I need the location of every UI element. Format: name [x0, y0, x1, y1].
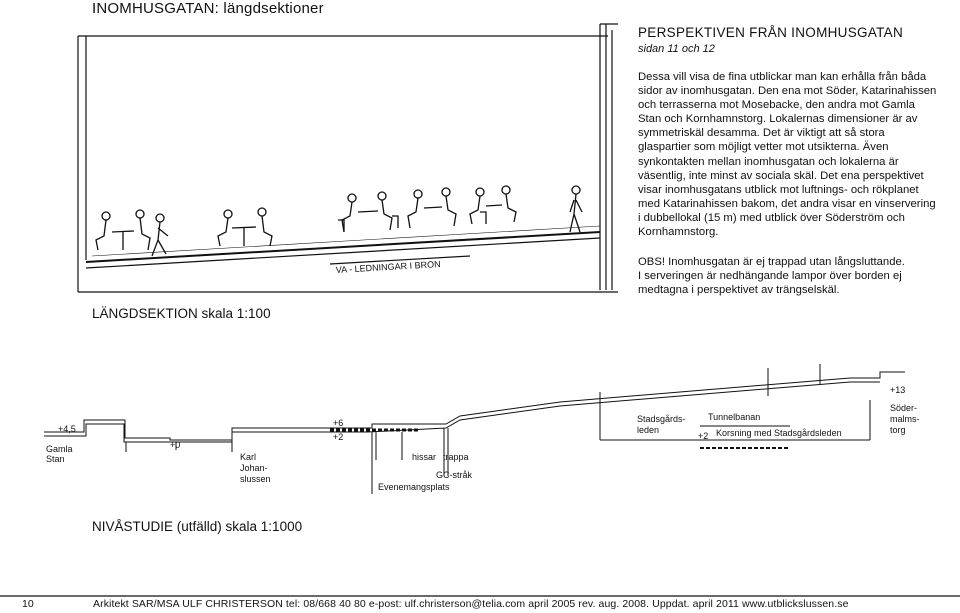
page-title: INOMHUSGATAN: längdsektioner — [92, 0, 324, 17]
lbl-gamla-2: Stan — [46, 454, 65, 464]
lbl-tunnel: Tunnelbanan — [708, 412, 761, 422]
lbl-stads-1: Stadsgårds- — [637, 414, 686, 424]
niva-title: NIVÅSTUDIE (utfälld) skala 1:1000 — [92, 519, 303, 534]
lbl-plus13: +13 — [890, 385, 906, 395]
lbl-evenemang: Evenemangsplats — [378, 482, 450, 492]
footer-text: Arkitekt SAR/MSA ULF CHRISTERSON tel: 08/668 40 80 e-post: ulf.christerson@telia.com april 2005 rev. aug. 2008. Uppdat. april 2011 www.utblickslussen.se — [93, 598, 849, 610]
lbl-gamla-1: Gamla — [46, 444, 73, 454]
lbl-karl-2: Johan- — [240, 463, 268, 473]
obs-line-1: OBS! Inomhusgatan är ej trappad utan långsluttande. — [638, 256, 905, 268]
lbl-plus6: +6 — [333, 418, 344, 428]
obs-line-2: I serveringen är nedhängande lampor över borden ej medtagna i perspektivet av trängselskäl. — [638, 270, 902, 297]
lbl-soder-2: malms- — [890, 414, 920, 424]
lbl-korsning: Korsning med Stadsgårdsleden — [716, 428, 842, 438]
lbl-karl-3: slussen — [240, 474, 271, 484]
lbl-soder-3: torg — [890, 425, 906, 435]
lbl-plus2a: +2 — [333, 432, 344, 442]
lbl-plus45: +4,5 — [58, 424, 76, 434]
lbl-trappa: trappa — [443, 452, 469, 462]
lbl-soder-1: Söder- — [890, 403, 918, 413]
page-number: 10 — [22, 598, 34, 610]
lbl-hissar: hissar — [412, 452, 437, 462]
lbl-gcstrak: GC-stråk — [436, 470, 472, 480]
ledning-label: VA - LEDNINGAR I BRON — [335, 258, 441, 275]
sloping-floor — [86, 232, 600, 262]
footer — [0, 595, 960, 613]
lbl-stads-2: leden — [637, 425, 660, 435]
perspektiv-paragraph-text: Dessa vill visa de fina utblickar man kan erhålla från båda sidor av inomhusgatan. Den ena mot Söder, Katarinahissen och terrasserna mot Mosebacke, den andra mot Gamla Stan och Kornhamnstorg. Lokalernas dimensioner är av symmetriskäl desamma. Det är viktigt att så stora glaspartier som möjligt vetter mot utsikterna. Även synkontakten mellan inomhusgatan och lokalerna är väsentlig, inte minst av sociala skäl. Det ena perspektivet visar inomhusgatans utblick mot luftnings- och rökplanet med Katarinahissen bakom, det andra visar en vinservering i dubbellokal (15 m) med utblick över Söderström och Kornhamnstorg. — [638, 71, 937, 239]
lbl-plus0: +0 — [170, 440, 181, 450]
people-figures — [96, 186, 582, 256]
section-title: LÄNGDSEKTION skala 1:100 — [92, 306, 271, 321]
lbl-karl-1: Karl — [240, 452, 257, 462]
lbl-plus2b: +2 — [698, 431, 709, 441]
perspektiv-title: PERSPEKTIVEN FRÅN INOMHUSGATAN — [638, 25, 904, 40]
perspektiv-subtitle: sidan 11 och 12 — [638, 43, 715, 55]
